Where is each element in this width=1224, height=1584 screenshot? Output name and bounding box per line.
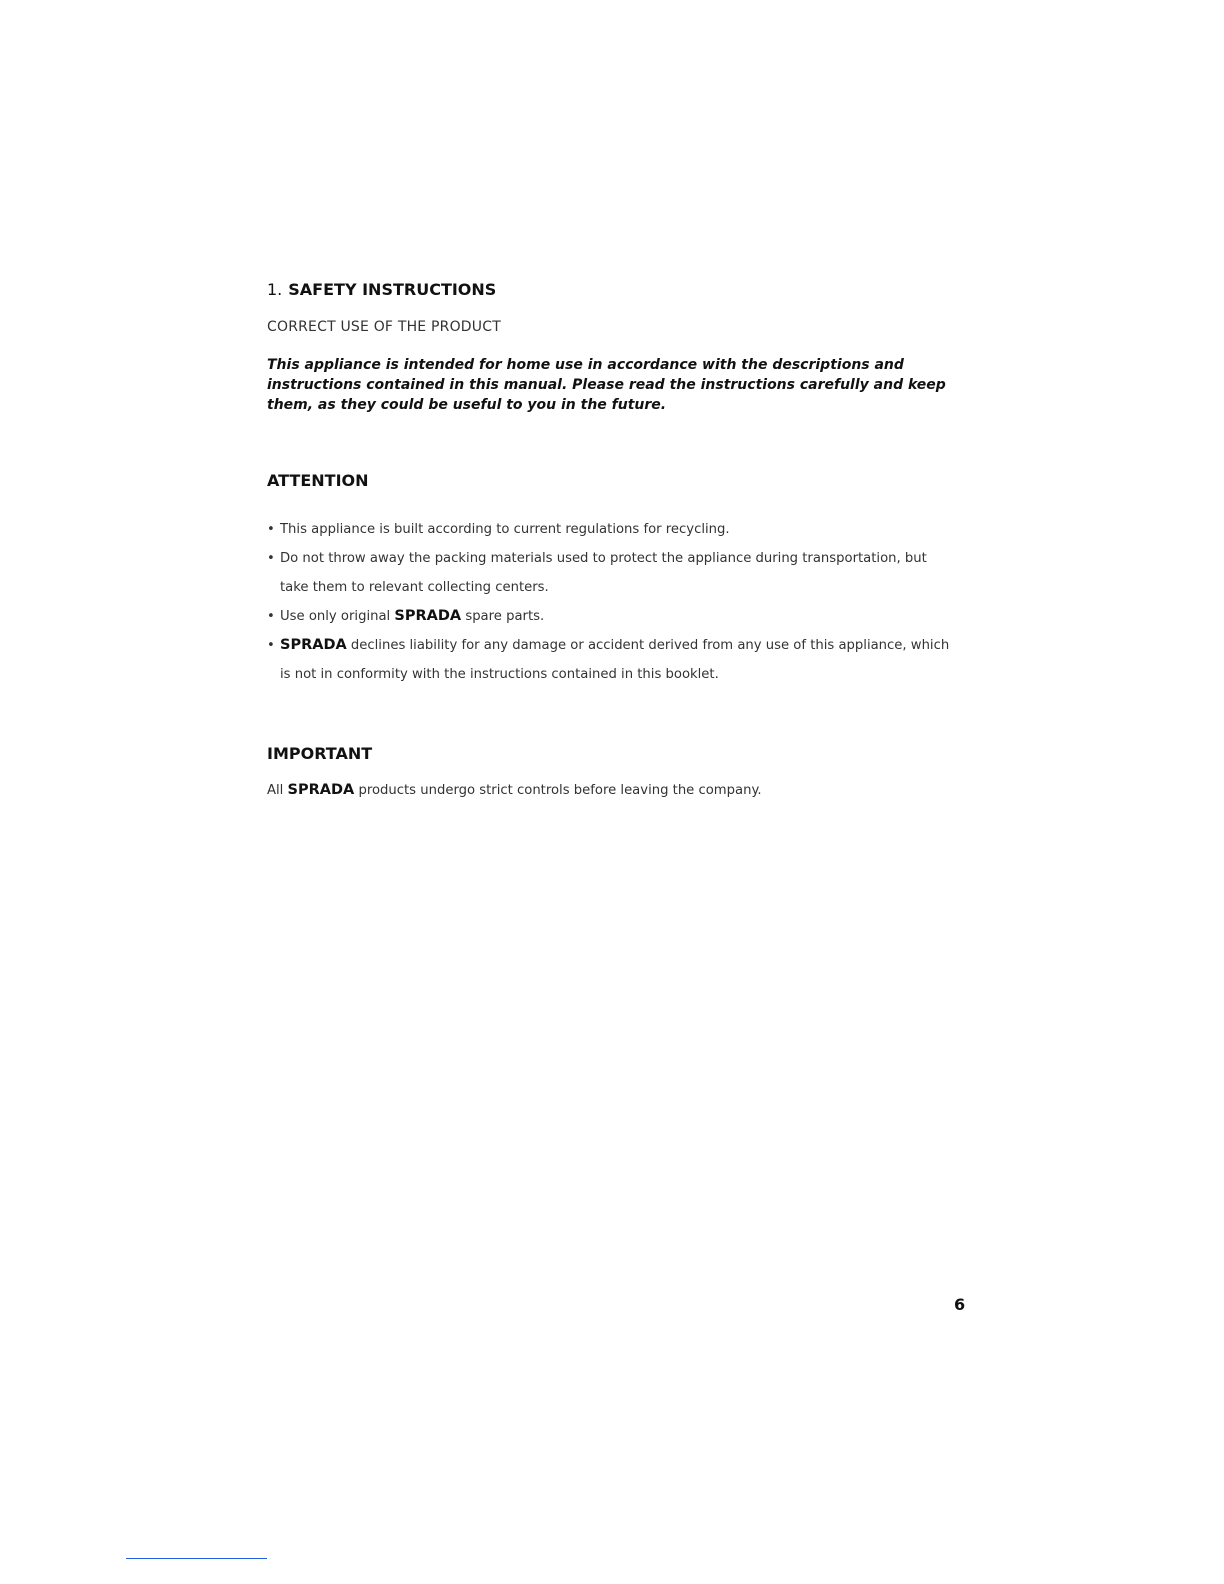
list-item xyxy=(267,515,957,544)
brand-name: SPRADA xyxy=(394,608,462,624)
section-title: SAFETY INSTRUCTIONS xyxy=(288,280,497,299)
statement-text: All xyxy=(267,783,288,798)
section-number: 1. xyxy=(267,280,283,299)
brand-name: SPRADA xyxy=(280,637,347,653)
page-number: 6 xyxy=(954,1295,966,1314)
list-item-text: Use only original xyxy=(280,609,395,624)
list-item-text: spare parts. xyxy=(461,609,545,624)
section-heading xyxy=(267,280,957,300)
statement-text: products undergo strict controls before leaving the company. xyxy=(354,783,762,798)
list-item-text: This appliance is built according to current regulations for recycling. xyxy=(280,522,730,537)
intro-paragraph: This appliance is intended for home use in accordance with the descriptions and instructions contained in this manual. Please read the instructions carefully and keep them, as they could be useful to you in the future. xyxy=(267,357,946,413)
list-item-text: Do not throw away the packing materials used to protect the appliance during transportation, but take them to relevant collecting centers. xyxy=(280,551,927,595)
attention-list xyxy=(267,515,957,689)
attention-heading: ATTENTION xyxy=(267,471,369,490)
brand-name: SPRADA xyxy=(287,782,355,798)
list-item xyxy=(267,544,957,602)
footer-rule xyxy=(126,1558,267,1559)
list-item xyxy=(267,602,957,631)
important-statement xyxy=(267,782,957,798)
list-item xyxy=(267,631,957,689)
list-item-text: declines liability for any damage or accident derived from any use of this appliance, which is not in conformity with the instructions contained in this booklet. xyxy=(280,638,950,682)
section-subtitle: CORRECT USE OF THE PRODUCT xyxy=(267,319,501,335)
page-content xyxy=(267,280,957,798)
important-heading: IMPORTANT xyxy=(267,744,373,763)
